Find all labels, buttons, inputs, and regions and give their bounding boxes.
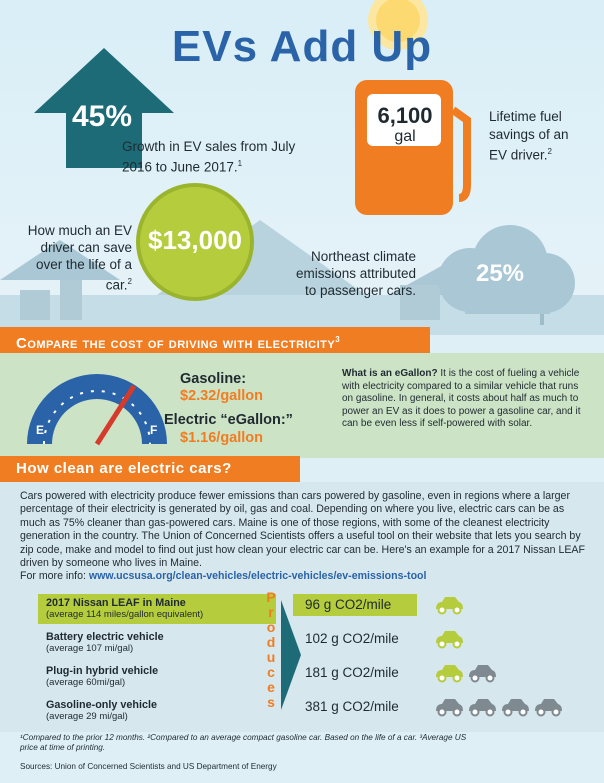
car-icon [467,696,497,718]
emissions-value: 25% [475,260,525,287]
sales-growth-text: Growth in EV sales from July 2016 to June 2017.$^1$ [122,139,296,175]
car-icon [434,628,464,650]
fuel-pump-icon [355,80,480,215]
footnotes: ¹Compared to the prior 12 months. ²Compared to an average compact gasoline car. Based on the life of a car. ³Average US price at time of printing. [20,733,467,752]
sources: Sources: Union of Concerned Scientists and US Department of Energy [20,762,277,771]
row-bev-cars [434,628,467,655]
egallon-price: $1.16/gallon [180,430,264,446]
row-leaf-value: 96 g CO2/mile [305,597,392,612]
produces-arrow [281,600,301,710]
row-gas-label: Gasoline-only vehicle (average 29 mi/gal) [46,699,158,722]
gauge-empty-label: E [36,423,45,437]
row-gas-value: 381 g CO2/mile [305,699,399,714]
car-icon [467,662,497,684]
row-leaf-label: 2017 Nissan LEAF in Maine (average 114 miles/gallon equivalent) [46,597,204,620]
fuel-savings-text: Lifetime fuel savings of an EV driver.$^2$ [489,109,569,163]
row-gas-cars [434,696,566,723]
egallon-description: What is an eGallon? It is the cost of fueling a vehicle with electricity compared to a similar vehicle that runs on gasoline. In general, it costs about half as much to power an EV as it does to power a gasoline car, and it can be even less if self-powered with solar. [342,368,581,429]
car-icon [434,662,464,684]
fuel-gauge-icon [22,364,172,452]
ucs-link[interactable]: www.ucsusa.org/clean-vehicles/electric-vehicles/ev-emissions-tool [88,570,427,583]
gasoline-label: Gasoline: [180,371,247,387]
sales-growth-value: 45% [71,100,133,133]
compare-heading: Compare the cost of driving with electricity$^3$ [0,327,430,353]
gauge-full-label: F [150,423,158,437]
egallon-label: Electric “eGallon:” [164,412,293,428]
car-icon [500,696,530,718]
savings-value: $13,000 [148,225,242,255]
row-leaf-cars [434,594,467,621]
row-phev-cars [434,662,500,689]
row-phev-value: 181 g CO2/mile [305,665,399,680]
savings-text: How much an EV driver can save over the life of a car.$^2$ [27,223,132,293]
car-icon [533,696,563,718]
produces-label: P r o d u c e s [266,589,276,710]
fuel-savings-value: 6,100 [377,103,433,128]
gasoline-price: $2.32/gallon [180,388,264,404]
clean-heading: How clean are electric cars? [0,456,300,482]
car-icon [434,594,464,616]
row-bev-value: 102 g CO2/mile [305,631,399,646]
emissions-text: Northeast climate emissions attributed to passenger cars. [295,249,416,298]
row-bev-label: Battery electric vehicle (average 107 mi/gal) [46,631,164,654]
fuel-savings-unit: gal [394,128,416,145]
row-phev-label: Plug-in hybrid vehicle (average 60mi/gal) [46,665,159,688]
car-icon [434,696,464,718]
clean-body-text: Cars powered with electricity produce fewer emissions than cars powered by gasoline, even in regions where a larger percentage of their electricity is generated by oil, gas and coal. Depending on where you live, electric cars can be as much as 75% cleaner than gas-powered cars. Maine is one of those regions, with some of the cleanest electricity generation in the country. The Union of Concerned Scientists offers a useful tool on their website that lets you search by zip code, make and model to find out just how clean your electric car can be. Here's an example for a 2017 Nissan LEAF driven by someone who lives in Maine. For more info: www.ucsusa.org/clean-vehicles/electric-vehicles/ev-emissions-tool [20,490,585,583]
page-title: EVs Add Up [171,22,433,71]
